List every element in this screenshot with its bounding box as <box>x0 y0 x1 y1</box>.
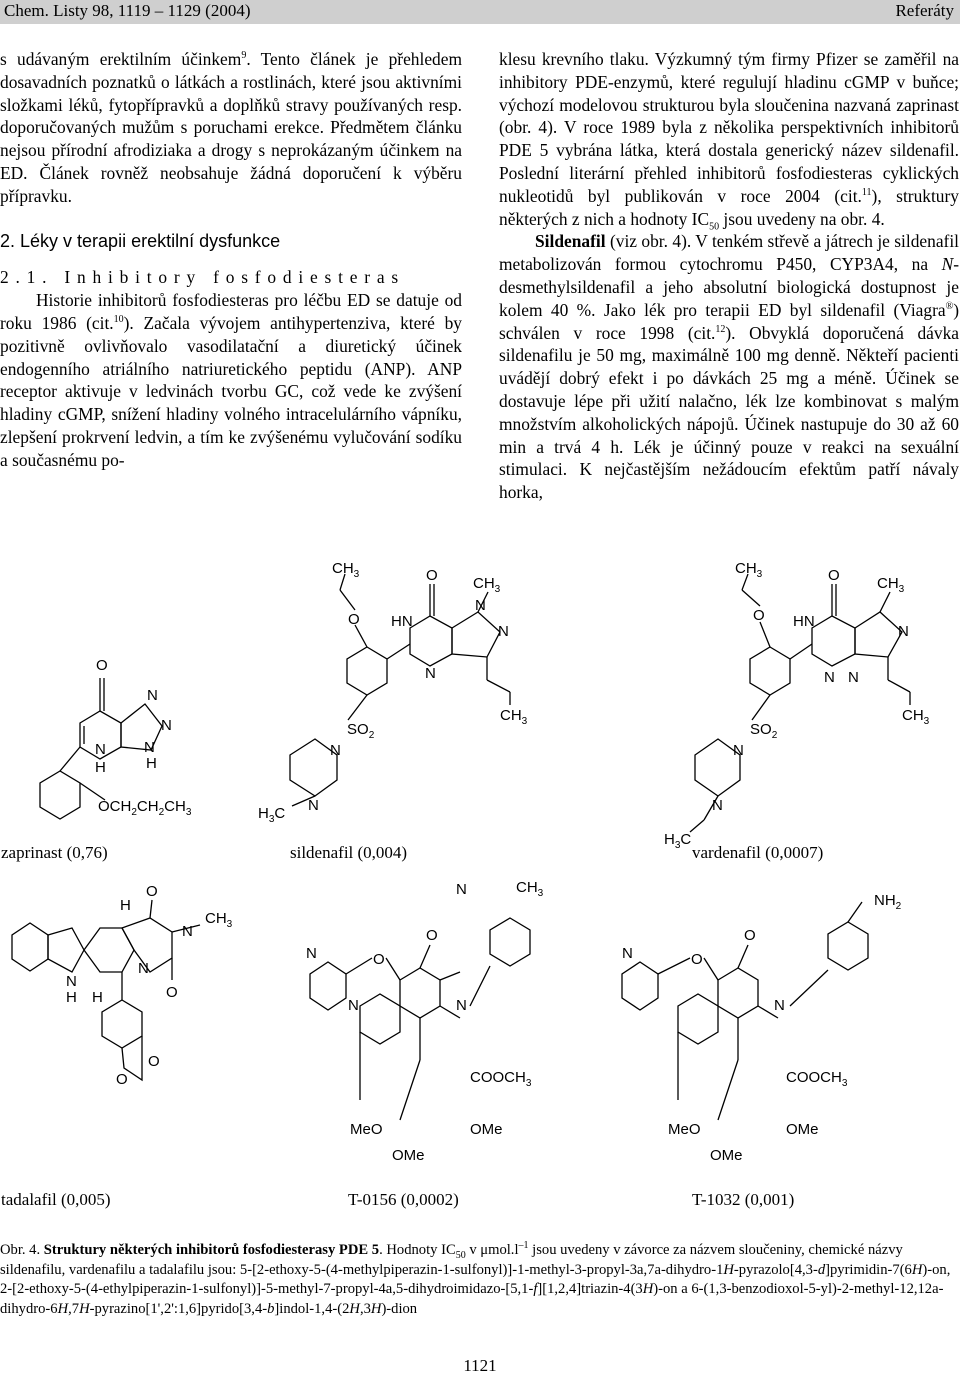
text-run: )-dion <box>381 1300 418 1317</box>
text-run: ]indol-1,4-(2 <box>274 1300 350 1317</box>
atom-N: N <box>733 742 744 759</box>
italic-run: H <box>370 1300 382 1317</box>
atom-H: H <box>146 755 157 772</box>
text-run: )-on, 2-[2-ethoxy-5-(4-ethylpiperazin-1-sulfonyl)]-5-methyl-7-propyl-4a,5-dihydroimidazo-[5,1- <box>0 1261 951 1298</box>
methyl-label: $CH_3$ <box>205 910 233 930</box>
text-run: ,7 <box>68 1300 80 1317</box>
atom-O: O <box>348 611 360 628</box>
benzene-ring <box>12 923 48 971</box>
atom-O: O <box>166 984 178 1001</box>
benzene-ring <box>347 647 387 695</box>
t1032-structure <box>622 892 902 1164</box>
tadalafil-label: tadalafil (0,005) <box>1 1190 111 1209</box>
benzodioxole-ring <box>102 1000 142 1048</box>
atom-HN: HN <box>793 613 815 630</box>
indole-pyrrole-ring <box>48 928 84 972</box>
atom-O: O <box>691 951 703 968</box>
tetrahydropyridine-ring <box>84 928 134 972</box>
caption-title: Struktury některých inhibitorů fosfodiesterasy PDE 5 <box>43 1242 380 1258</box>
subsection-heading: 2.1. Inhibitory fosfodiesteras <box>0 267 405 288</box>
methyl-label: $CH_3$ <box>516 879 544 899</box>
text-run: s udávaným erektilním účinkem <box>0 49 242 69</box>
citation-ref: 12 <box>715 323 726 335</box>
text-run: ), struktury některých z nich a hodnoty IC <box>499 185 959 229</box>
imidazole-ring <box>855 612 902 657</box>
aminophenyl-ring <box>828 922 868 970</box>
methoxy-label: OMe <box>392 1147 425 1164</box>
journal-citation: Chem. Listy 98, 1119 – 1129 (2004) <box>4 1 251 20</box>
atom-O: O <box>426 567 438 584</box>
sulfonyl-label: $SO_2$ <box>750 721 778 741</box>
atom-N: N <box>95 741 106 758</box>
atom-N: N <box>161 717 172 734</box>
text-run: ][1,2,4]triazin-4(3 <box>537 1281 643 1298</box>
text-run: . Hodnoty IC <box>379 1242 456 1258</box>
methoxy-label: OMe <box>786 1121 819 1138</box>
atom-N: N <box>348 997 359 1014</box>
text-run: klesu krevního tlaku. Výzkumný tým firmy Pfizer se zaměřil na inhibitory PDE-enzymů, které regulují hladinu cGMP v buňce; výchozí modelovou strukturou byla sloučenina nazvaná zaprinast (obr. 4). V roce 1989 byla z několika perspektivních inhibitorů PDE 5 vybrána látka, která dostala generický název sildenafil. Poslední literární přehled inhibitorů fosfodiesteras cyklických nukleotidů byl publikován v roce 2004 (cit. <box>499 49 959 206</box>
right-paragraph-2 <box>499 230 959 504</box>
right-column <box>499 48 959 504</box>
methoxy-label: OMe <box>710 1147 743 1164</box>
ester-label: $COOCH_3$ <box>786 1069 848 1089</box>
methyl-label: $CH_3$ <box>902 707 930 727</box>
figure-structures <box>0 540 960 1220</box>
methyl-label: $CH_3$ <box>500 707 528 727</box>
isoquinolinone-ring-a <box>718 968 758 1018</box>
text-run: jsou uvedeny na obr. 4. <box>719 208 885 229</box>
methyl-label: $H_3C$ <box>664 831 692 851</box>
italic-n: N <box>941 254 954 275</box>
atom-N: N <box>824 669 835 686</box>
atom-H: H <box>92 989 103 1006</box>
atom-O: O <box>148 1053 160 1070</box>
ethoxy-label: $OCH_2CH_2CH_3$ <box>98 798 192 818</box>
drug-name-bold: Sildenafil <box>535 231 606 252</box>
atom-N: N <box>498 623 509 640</box>
pyridine-ring <box>490 918 530 966</box>
right-paragraph-1 <box>499 48 959 233</box>
t1032-label: T-1032 (0,001) <box>692 1190 795 1209</box>
phenyl-ring <box>40 771 80 819</box>
vardenafil-structure <box>664 560 930 851</box>
sildenafil-label: sildenafil (0,004) <box>290 843 408 862</box>
methyl-label: $CH_3$ <box>735 560 763 580</box>
left-column <box>0 48 462 472</box>
page-number: 1121 <box>463 1356 497 1375</box>
italic-run: H <box>642 1281 654 1298</box>
figure-caption <box>0 1241 955 1319</box>
registered-mark: ® <box>945 300 954 312</box>
atom-O: O <box>146 883 158 900</box>
citation-ref: 11 <box>861 186 872 198</box>
atom-N: N <box>425 665 436 682</box>
italic-run: H <box>723 1261 734 1278</box>
amine-label: $NH_2$ <box>874 892 902 912</box>
tadalafil-structure <box>12 883 233 1088</box>
left-paragraph-1 <box>0 48 462 208</box>
atom-O: O <box>373 951 385 968</box>
text-run: ) schválen v roce 1998 (cit. <box>499 299 959 343</box>
atom-O: O <box>116 1071 128 1088</box>
methoxy-label: OMe <box>470 1121 503 1138</box>
text-run: Historie inhibitorů fosfodiesteras pro léčbu ED se datuje od roku 1986 (cit. <box>0 290 462 333</box>
text-run: (viz obr. 4). V tenkém střevě a játrech je sildenafil metabolizován formou cytochromu P450, CYP3A4, na <box>499 231 959 275</box>
text-run: ). Obvyklá doporučená dávka sildenafilu je 50 mg, maximálně 100 mg denně. Někteří pacienti uvádějí dobrý efekt i po dávkách 25 mg a méně. Účinek se dostavuje lépe při užití nalačno, lék lze kombinovat s malým množstvím alkoholických nápojů. Účinek nastupuje do 30 až 60 min a trvá 4 h. Lék je účinný pouze v reakci na sexuální stimulaci. K nejčastějším nežádoucím efektům patří návaly horka, <box>499 322 960 503</box>
t0156-structure <box>306 879 544 1164</box>
atom-N: N <box>66 973 77 990</box>
italic-run: H <box>57 1300 69 1317</box>
atom-N: N <box>144 739 155 756</box>
benzene-ring <box>750 647 790 695</box>
atom-H: H <box>95 759 106 776</box>
methoxy-label: MeO <box>668 1121 701 1138</box>
isoquinolinone-ring-b <box>360 994 400 1044</box>
running-header <box>0 0 960 24</box>
text-run: . Tento článek je přehledem dosavadních poznatků o látkách a rostlinách, které jsou aktivními složkami léků, fytopřípravků a doplňků stravy používaných resp. doporučovaných mužům s poruchami erekce. Předmětem článku nejsou přírodní afrodiziaka a drogy s neprokázaným účinkem na ED. Článek rovněž neobsahuje žádná doporučení k výběru přípravku. <box>0 49 462 206</box>
citation-ref: 9 <box>241 50 247 62</box>
atom-N: N <box>475 597 486 614</box>
pyrazole-ring <box>452 612 500 657</box>
italic-run: H <box>911 1261 923 1278</box>
atom-N: N <box>456 997 467 1014</box>
text-run: jsou uvedeny v závorce za názvem sloučeniny, chemické názvy sildenafilu, vardenafilu a tadalafilu jsou: 5-[2-ethoxy-5-(4-methylpiperazin-1-sulfonyl)]-1-methyl-3-propyl-3a,7a-dihydro-1 <box>0 1242 903 1278</box>
italic-run: b <box>267 1300 275 1317</box>
left-paragraph-2 <box>0 289 462 471</box>
text-run: ]pyrimidin-7(6 <box>825 1261 912 1278</box>
italic-run: H <box>79 1300 90 1317</box>
text-run: -pyrazolo[4,3- <box>733 1261 818 1278</box>
zaprinast-label: zaprinast (0,76) <box>1 843 108 862</box>
italic-run: d <box>817 1261 826 1278</box>
atom-N: N <box>308 797 319 814</box>
subscript: 50 <box>455 1249 466 1261</box>
superscript: –1 <box>518 1240 529 1252</box>
section-name: Referáty <box>895 1 954 20</box>
atom-N: N <box>147 687 158 704</box>
atom-N: N <box>306 945 317 962</box>
pyrimidine-ring <box>310 962 346 1010</box>
structures-svg <box>0 540 960 1220</box>
atom-N: N <box>898 623 909 640</box>
italic-run: H <box>349 1300 360 1317</box>
atom-N: N <box>456 881 467 898</box>
atom-H: H <box>120 897 131 914</box>
atom-N: N <box>138 960 149 977</box>
sildenafil-structure <box>258 560 528 825</box>
methyl-label: $CH_3$ <box>877 575 905 595</box>
text-run: v μmol.l <box>465 1242 519 1258</box>
atom-H: H <box>66 989 77 1006</box>
sulfonyl-label: $SO_2$ <box>347 721 375 741</box>
citation-ref: 10 <box>113 314 124 326</box>
atom-N: N <box>622 945 633 962</box>
ester-label: $COOCH_3$ <box>470 1069 532 1089</box>
text-run: -desmethylsildenafil a jeho absolutní biologická dostupnost je kolem 40 %. Jako lék pro terapii ED byl sildenafil (Viagra <box>499 254 959 320</box>
methyl-label: $CH_3$ <box>332 560 360 580</box>
caption-number: Obr. 4. <box>0 1242 41 1258</box>
atom-N: N <box>774 997 785 1014</box>
methyl-label: $CH_3$ <box>473 575 501 595</box>
isoquinolinone-ring-a <box>400 968 440 1018</box>
text-run: ,3 <box>359 1300 371 1317</box>
atom-HN: HN <box>391 613 413 630</box>
atom-O: O <box>753 607 765 624</box>
atom-O: O <box>96 657 108 674</box>
methoxy-label: MeO <box>350 1121 383 1138</box>
methyl-label: $H_3C$ <box>258 805 286 825</box>
pyridine-ring <box>622 962 658 1010</box>
text-run: )-on a 6-(1,3-benzodioxol-5-yl)-2-methyl-12,12a-dihydro-6 <box>0 1281 944 1317</box>
atom-N: N <box>182 923 193 940</box>
atom-O: O <box>828 567 840 584</box>
text-run: -pyrazino[1',2':1,6]pyrido[3,4- <box>89 1300 268 1317</box>
pyrimidinone-ring <box>410 616 452 666</box>
atom-N: N <box>712 797 723 814</box>
vardenafil-label: vardenafil (0,0007) <box>692 843 824 862</box>
atom-N: N <box>330 742 341 759</box>
isoquinolinone-ring-b <box>678 994 718 1044</box>
italic-run: f <box>533 1281 538 1298</box>
caption-text <box>0 1241 955 1319</box>
atom-N: N <box>848 669 859 686</box>
atom-O: O <box>426 927 438 944</box>
text-run: ). Začala vývojem antihypertenziva, které by pozitivně ovlivňovalo vasodilatační a diuretický účinek endogenního atriálního natriuretického peptidu (ANP). ANP receptor aktivuje v ledvinách tvorbu GC, což vede ke zvýšení hladiny cGMP, snížení hladiny volného intracelulárního vápníku, zlepšení prokrvení ledvin, a tím ke zvýšenému vylučování sodíku a současnému po- <box>0 312 462 470</box>
t0156-label: T-0156 (0,0002) <box>348 1190 459 1209</box>
triazinone-ring <box>812 616 855 666</box>
zaprinast-structure <box>40 657 192 819</box>
subscript: 50 <box>709 221 720 233</box>
section-heading: 2. Léky v terapii erektilní dysfunkce <box>0 230 281 251</box>
triazole-ring <box>121 704 162 750</box>
atom-O: O <box>744 927 756 944</box>
